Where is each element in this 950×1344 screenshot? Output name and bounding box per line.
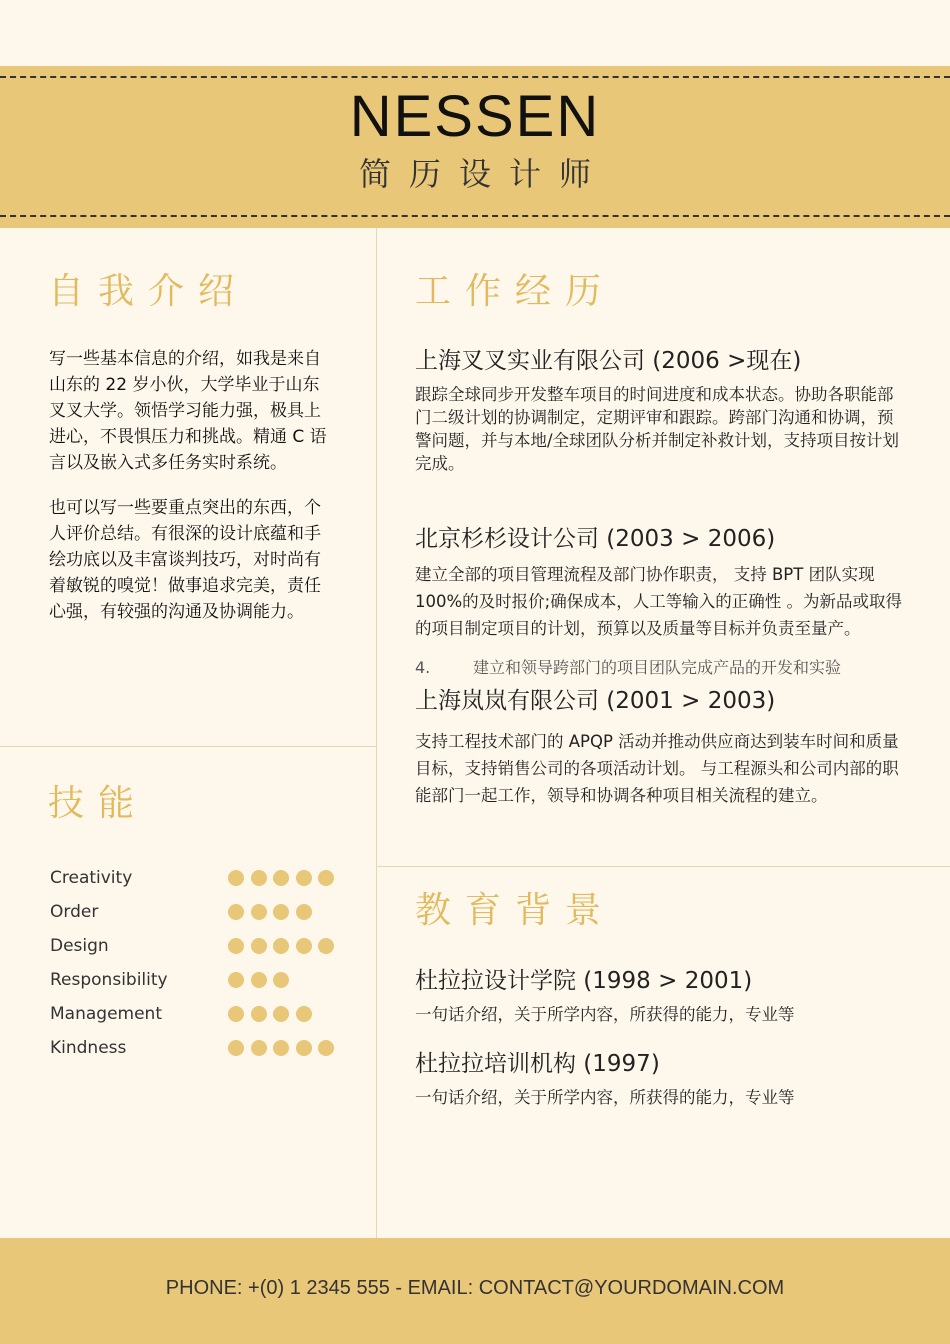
skill-dot [228, 1006, 244, 1022]
skill-dot [318, 1040, 334, 1056]
skill-dot [318, 938, 334, 954]
education-description: 一句话介绍，关于所学内容，所获得的能力，专业等 [415, 1005, 795, 1024]
intro-title: 自我介绍 [48, 271, 249, 312]
education-title-item: 杜拉拉培训机构 (1997) [415, 1051, 660, 1077]
skill-level-dots [228, 938, 341, 954]
skill-dot [296, 1040, 312, 1056]
education-description: 一句话介绍，关于所学内容，所获得的能力，专业等 [415, 1088, 795, 1107]
header-dashed-line-top [0, 76, 950, 78]
skill-row [50, 934, 350, 958]
job-description: 跟踪全球同步开发整车项目的时间进度和成本状态。协助各职能部 门二级计划的协调制定，定期评审和跟踪。跨部门沟通和协调，预 警问题，并与本地/全球团队分析并制定补救计划，支持项目按计划 完成。 [415, 385, 900, 473]
candidate-role: 简历设计师 [358, 155, 609, 193]
skill-level-dots [228, 1040, 341, 1056]
job-title: 上海叉叉实业有限公司 (2006 >现在) [415, 348, 802, 374]
job-title: 北京杉杉设计公司 (2003 > 2006) [415, 526, 776, 552]
contact-info: PHONE: +(0) 1 2345 555 - EMAIL: CONTACT@YOURDOMAIN.COM [165, 1277, 785, 1299]
skill-dot [318, 870, 334, 886]
skill-row [50, 900, 350, 924]
skill-dot [273, 972, 289, 988]
list-item-text: 建立和领导跨部门的项目团队完成产品的开发和实验 [473, 658, 842, 677]
skill-dot [251, 938, 267, 954]
job-description: 建立全部的项目管理流程及部门协作职责， 支持 BPT 团队实现 100%的及时报价;确保成本，人工等输入的正确性 。为新品或取得 的项目制定项目的计划，预算以及质量等目标并负责至量产。 [415, 565, 902, 638]
left-section-divider [0, 746, 376, 747]
skill-dot [296, 870, 312, 886]
skills-title: 技能 [48, 783, 149, 824]
skill-dot [296, 938, 312, 954]
skill-dot [273, 1006, 289, 1022]
skill-level-dots [228, 904, 318, 920]
skill-name: Order [50, 902, 99, 922]
skill-name: Design [50, 936, 109, 956]
skill-name: Creativity [50, 868, 133, 888]
skill-dot [273, 1040, 289, 1056]
job-title: 上海岚岚有限公司 (2001 > 2003) [415, 688, 776, 714]
skill-name: Kindness [50, 1038, 127, 1058]
skill-dot [296, 1006, 312, 1022]
skill-dot [273, 904, 289, 920]
header-dashed-line-bottom [0, 215, 950, 217]
skill-row [50, 1036, 350, 1060]
intro-paragraph-2: 也可以写一些要重点突出的东西，个 人评价总结。有很深的设计底蕴和手 绘功底以及丰富谈判技巧，对时尚有 着敏锐的嗅觉！做事追求完美，责任 心强，有较强的沟通及协调能力。 [49, 498, 321, 622]
skill-dot [228, 938, 244, 954]
right-section-divider [377, 866, 950, 867]
education-title: 教育背景 [415, 890, 616, 931]
skill-dot [273, 870, 289, 886]
skill-dot [228, 1040, 244, 1056]
education-title-item: 杜拉拉设计学院 (1998 > 2001) [415, 968, 753, 994]
work-title: 工作经历 [415, 271, 616, 312]
skill-level-dots [228, 1006, 318, 1022]
list-item-number: 4. [415, 658, 431, 677]
skill-dot [251, 972, 267, 988]
job-description: 支持工程技术部门的 APQP 活动并推动供应商达到装车时间和质量 目标，支持销售公司的各项活动计划。 与工程源头和公司内部的职 能部门一起工作，领导和协调各种项目相关流程的建立。 [415, 732, 899, 805]
skill-row [50, 866, 350, 890]
skill-dot [228, 972, 244, 988]
skill-dot [228, 904, 244, 920]
skill-level-dots [228, 870, 341, 886]
skill-name: Management [50, 1004, 162, 1024]
skill-dot [296, 904, 312, 920]
skill-dot [273, 938, 289, 954]
skill-dot [228, 870, 244, 886]
skill-row [50, 1002, 350, 1026]
skill-dot [251, 1040, 267, 1056]
skill-dot [251, 1006, 267, 1022]
skill-dot [251, 870, 267, 886]
skill-dot [251, 904, 267, 920]
skill-row [50, 968, 350, 992]
skill-level-dots [228, 972, 296, 988]
candidate-name: NESSEN [349, 84, 601, 149]
intro-paragraph-1: 写一些基本信息的介绍，如我是来自 山东的 22 岁小伙，大学毕业于山东 叉叉大学。领悟学习能力强，极具上 进心，不畏惧压力和挑战。精通 C 语 言以及嵌入式多任务实时系统。 [49, 349, 327, 473]
skill-name: Responsibility [50, 970, 168, 990]
column-divider [376, 228, 377, 1238]
